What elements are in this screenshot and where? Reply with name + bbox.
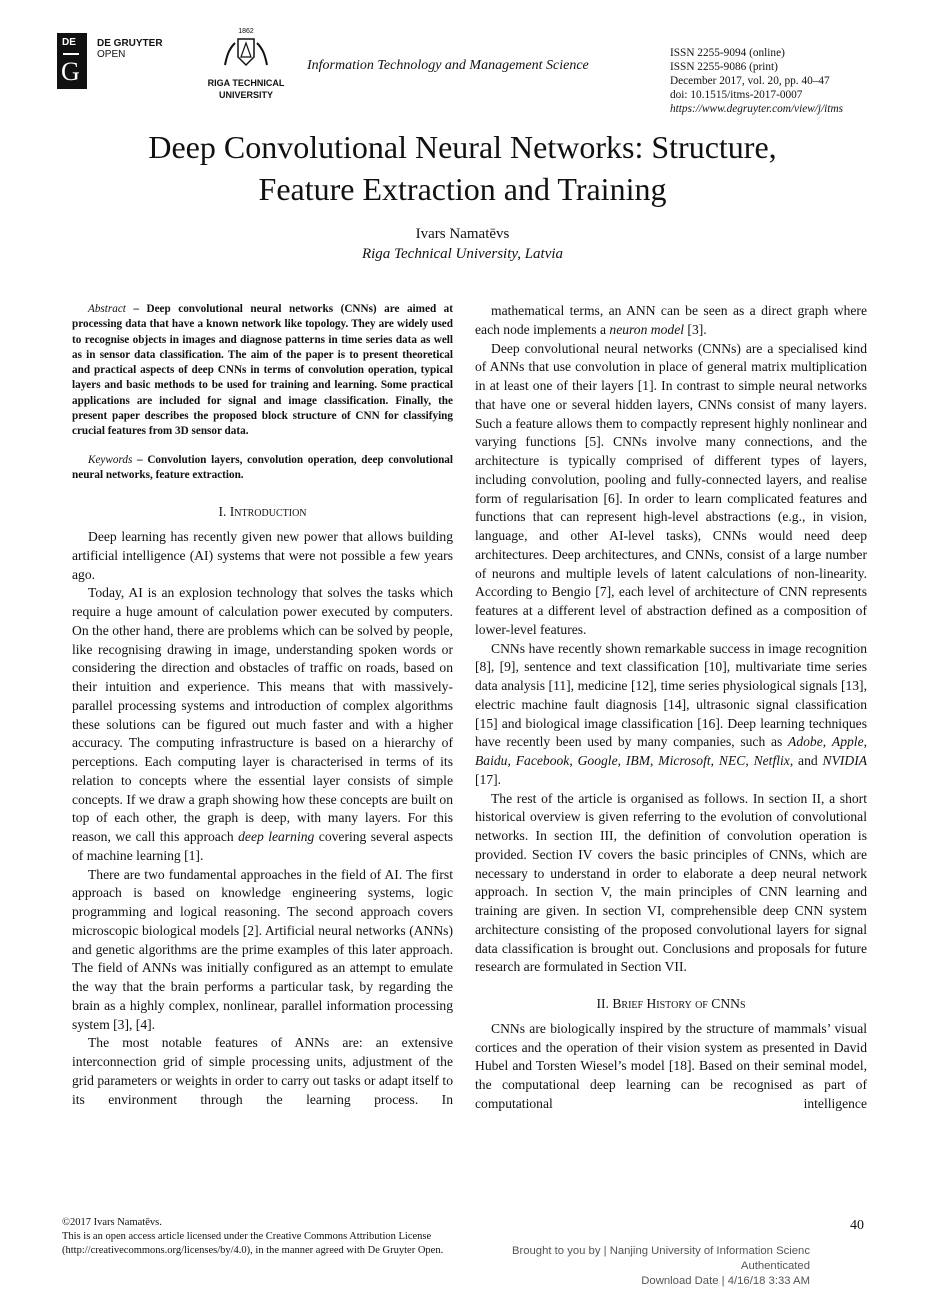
paragraph: Deep learning has recently given new power that allows building artificial intelligence (AI) systems that were not possible a few years ago. (72, 529, 453, 582)
emphasis: Google (577, 753, 618, 768)
emphasis: Baidu (475, 753, 508, 768)
affiliation: Riga Technical University, Latvia (361, 246, 564, 262)
paragraph: There are two fundamental approaches in the field of AI. The first approach is based on knowledge engineering systems, logic programming and logical reasoning. The second approach covers microscopic biological models [2]. Artificial neural networks (ANNs) and genetic algorithms are the prime examples of this later approach. The field of ANNs was initially configured as an attempt to emulate the way that the brain performs a particular task, by regarding the brain as a highly complex, nonlinear, parallel information processing system [3], [4]. (72, 866, 453, 1032)
paragraph: The most notable features of ANNs are: an extensive interconnection grid of simple processing units, adjustment of the grid parameters or weights in order to carry out tasks or adapt itself to its environment through the learning process. In (72, 1035, 453, 1107)
keywords: Keywords – Convolution layers, convolution operation, deep convolutional neural networks, feature extraction. (72, 453, 453, 481)
download-watermark: Brought to you by | Nanjing University of Information Scienc Authenticated Download Date | 4/16/18 3:33 AM (511, 1245, 810, 1287)
paragraph: CNNs have recently shown remarkable success in image recognition [8], [9], sentence and text classification [10], multivariate time series data analysis [11], medicine [12], time series physiological signals [13], electric machine fault diagnosis [14], ultrasonic signal classification [15] and biological image classification [16]. Deep learning techniques have recently been used by many companies, such as Adobe, Apple, Baidu, Facebook, Google, IBM, Microsoft, NEC, Netflix, and NVIDIA [17]. (475, 640, 868, 787)
paragraph: Deep convolutional neural networks (CNNs) are a specialised kind of ANNs that use convolution in place of general matrix multiplication in at least one of their layers [1]. In contrast to simple neural networks that have one or several hidden layers, CNNs consist of many layers. Such a feature allows them to compactly represent highly nonlinear and varying functions [5]. CNNs involve many connections, and the architecture is typically comprised of different types of layers, including convolution, pooling and fully-connected layers, and realise form of regularisation [6]. In order to learn complicated features and functions that can represent high-level abstractions (e.g., in vision, language, and other AI-level tasks), CNNs would need deep architectures. Deep architectures, and CNNs, consist of a large number of neurons and multiple levels of latent calculations of non-linearity. According to Bengio [7], each level of architecture of CNN represents features at a different level of abstraction defined as a composition of lower-level features. (475, 340, 867, 637)
riga-technical-university-logo: 1862 RIGA TECHNICAL UNIVERSITY (207, 28, 285, 100)
journal-url[interactable]: https://www.degruyter.com/view/j/itms (670, 103, 843, 115)
publisher-name: DE GRUYTER OPEN (97, 38, 163, 60)
emphasis: Microsoft (658, 753, 711, 768)
author-block (0, 224, 925, 264)
left-column (72, 302, 453, 1109)
emphasis: Netflix (753, 753, 790, 768)
paragraph: CNNs are biologically inspired by the structure of mammals’ visual cortices and the operation of their vision system as presented in David Hubel and Torsten Wiesel’s model [18]. Based on their seminal model, the computational deep learning can be recognised as part of computational intelligence (475, 1020, 867, 1111)
emphasis: IBM (625, 753, 651, 768)
paragraph: Today, AI is an explosion technology that solves the tasks which require a huge amount of calculation power executed by computers. On the other hand, there are problems which can be solved by people, like recognising drawing in image, understanding spoken words or considering the direction and obstacles of traffic on roads, based on their intuition and experience. This means that with massively-parallel processing systems and introduction of complex algorithms these solutions can be figured out much faster and with a higher accuracy. The computing infrastructure is based on a hierarchy of perceptions. Each computing layer is characterised in terms of its relation to concepts where the essential layer consists of simple concepts. If we draw a graph showing how these concepts are built on top of each other, the graph is deep, with many layers. For this reason, we call this approach deep learning covering several aspects of machine learning [1]. (72, 585, 454, 863)
section-heading-history: II. Brief History of CNNs (596, 996, 746, 1011)
emphasis: deep learning (238, 829, 315, 845)
publication-meta: ISSN 2255-9094 (online) ISSN 2255-9086 (print) December 2017, vol. 20, pp. 40–47 doi: 10.1515/itms-2017-0007 https://www.degruyter.com/view/j/itms (670, 47, 843, 115)
page-number: 40 (850, 1218, 864, 1233)
emphasis: NEC (718, 753, 746, 768)
paper-title: Deep Convolutional Neural Networks: Structure, Feature Extraction and Training (148, 129, 777, 207)
paragraph: The rest of the article is organised as follows. In section II, a short historical overview is given referring to the evolution of convolutional networks. In section III, the definition of convolution operation is provided. Section IV covers the basic principles of CNNs, which are necessary to understand in order to elaborate a deep neural network approach. In section V, the main principles of CNN learning and training are given. In section VI, comprehensible deep CNN system architecture consisting of the proposed convolutional layers for signal data classification is brought out. Conclusions and proposals for future research are formulated in Section VII. (475, 790, 867, 975)
right-column (475, 302, 867, 1114)
section-heading-introduction: I. Introduction (218, 504, 307, 520)
author-name: Ivars Namatēvs (415, 226, 510, 242)
footer-license: ©2017 Ivars Namatēvs. This is an open access article licensed under the Creative Commons Attribution License (http://creativecommons.org/licenses/by/4.0), in the manner agreed with De Gruyter Open. (62, 1217, 444, 1256)
emphasis: Adobe (788, 734, 823, 750)
journal-name: Information Technology and Management Science (307, 58, 589, 73)
de-gruyter-logo: DE G (57, 33, 87, 89)
abstract: Abstract – Deep convolutional neural networks (CNNs) are aimed at processing data that have a known network like topology. They are widely used to recognise objects in images and diagnose patterns in time series data as well as in sensor data classification. The aim of the paper is to present theoretical and practical aspects of deep CNNs in terms of convolution operation, typical layers and basic methods to be used for training and learning. Some practical applications are included for signal and image classification. Finally, the present paper describes the proposed block structure of CNN for classifying crucial features from 3D sensor data. (72, 303, 453, 438)
crest-icon (221, 35, 271, 71)
emphasis: NVIDIA (822, 753, 868, 768)
paragraph: mathematical terms, an ANN can be seen as a direct graph where each node implements a neuron model [3]. (475, 303, 867, 337)
emphasis: Facebook (515, 753, 570, 768)
emphasis: neuron model (609, 321, 685, 337)
emphasis: Apple (831, 734, 864, 750)
